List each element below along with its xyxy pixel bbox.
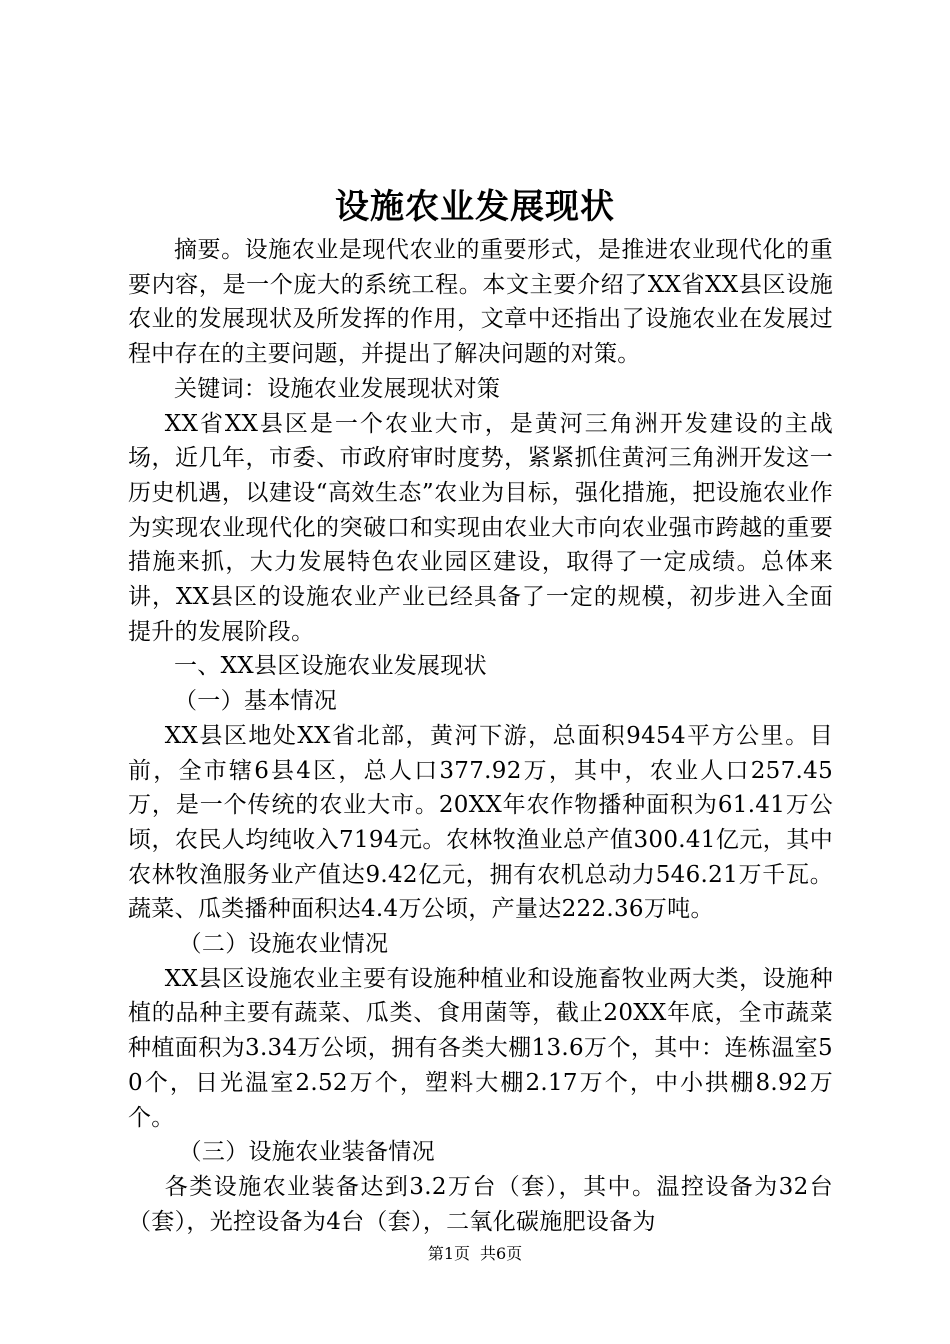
section-heading-1: 一、XX县区设施农业发展现状 bbox=[174, 653, 487, 680]
subsection-heading-1: （一）基本情况 bbox=[174, 688, 338, 715]
basic-info-paragraph: XX县区地处XX省北部，黄河下游，总面积9454平方公里。目前，全市辖6县4区，总人口377.92万，其中，农业人口257.45万，是一个传统的农业大市。20XX年农作物播种面积为61.41万公顷，农民人均纯收入7194元。农林牧渔业总产值300.41亿元，其中农林牧渔服务业产值达9.42亿元，拥有农机总动力546.21万千瓦。蔬菜、瓜类播种面积达4.4万公顷，产量达222.36万吨。 bbox=[128, 722, 833, 923]
abstract-paragraph: 摘要。设施农业是现代农业的重要形式，是推进农业现代化的重要内容，是一个庞大的系统工程。本文主要介绍了XX省XX县区设施农业的发展现状及所发挥的作用，文章中还指出了设施农业在发展过程中存在的主要问题，并提出了解决问题的对策。 bbox=[128, 237, 833, 368]
intro-paragraph: XX省XX县区是一个农业大市，是黄河三角洲开发建设的主战场，近几年，市委、市政府审时度势，紧紧抓住黄河三角洲开发这一历史机遇，以建设“高效生态”农业为目标，强化措施，把设施农业作为实现农业现代化的突破口和实现由农业大市向农业强市跨越的重要措施来抓，大力发展特色农业园区建设，取得了一定成绩。总体来讲，XX县区的设施农业产业已经具备了一定的规模，初步进入全面提升的发展阶段。 bbox=[128, 410, 833, 645]
subsection-heading-3: （三）设施农业装备情况 bbox=[178, 1139, 435, 1166]
document-title: 设施农业发展现状 bbox=[335, 187, 615, 227]
page-footer bbox=[0, 1242, 950, 1266]
facility-info-paragraph: XX县区设施农业主要有设施种植业和设施畜牧业两大类，设施种植的品种主要有蔬菜、瓜类、食用菌等，截止20XX年底，全市蔬菜种植面积为3.34万公顷，拥有各类大棚13.6万个，其中：连栋温室50个，日光温室2.52万个，塑料大棚2.17万个，中小拱棚8.92万个。 bbox=[128, 965, 833, 1131]
document-body bbox=[128, 233, 833, 1239]
page-number: 第1页 bbox=[427, 1244, 470, 1263]
keywords-paragraph: 关键词：设施农业发展现状对策 bbox=[174, 375, 501, 402]
page-total: 共6页 bbox=[480, 1244, 523, 1263]
equipment-paragraph: 各类设施农业装备达到3.2万台（套），其中。温控设备为32台（套），光控设备为4台（套），二氧化碳施肥设备为 bbox=[128, 1173, 833, 1235]
subsection-heading-2: （二）设施农业情况 bbox=[178, 931, 389, 958]
